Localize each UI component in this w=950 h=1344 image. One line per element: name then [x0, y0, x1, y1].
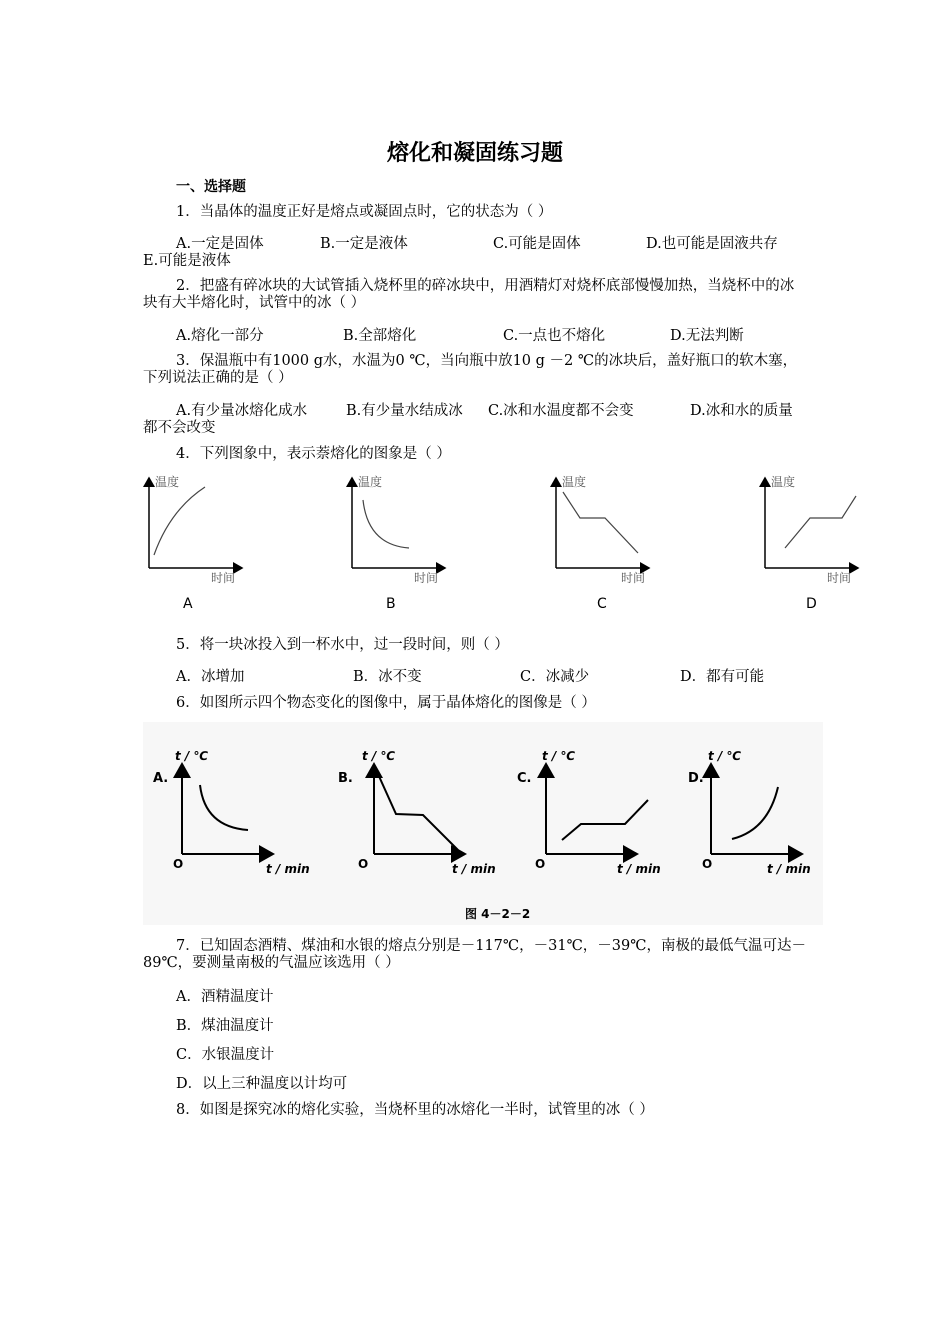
q6-xlabel-b: t / min	[452, 862, 496, 876]
q6-origin-b: O	[358, 857, 369, 871]
q4-ylabel-b: 温度	[358, 475, 383, 489]
q3-option-d: D.冰和水的质量	[690, 403, 793, 419]
q4-label-b: B	[386, 596, 396, 612]
q4-curve-c	[563, 492, 638, 553]
q2-option-d: D.无法判断	[670, 328, 744, 344]
q6-graph-d	[688, 749, 811, 876]
q7-option-d: D．以上三种温度以计均可	[176, 1076, 348, 1092]
q4-curve-d	[785, 496, 856, 548]
q6-label-a: A.	[153, 771, 169, 786]
q6-ylabel-a: t / ℃	[175, 749, 209, 763]
q4-ylabel-c: 温度	[562, 475, 587, 489]
question-8-stem: 8．如图是探究冰的熔化实验，当烧杯里的冰熔化一半时，试管里的冰（ ）	[176, 1102, 654, 1118]
q6-graph-a	[153, 749, 310, 876]
question-7-stem: 7．已知固态酒精、煤油和水银的熔点分别是－117℃，－31℃，－39℃，南极的最低气温可达－89℃，要测量南极的气温应该选用（ ）	[143, 938, 806, 971]
q3-option-a: A.有少量冰熔化成水	[176, 403, 308, 419]
q6-label-b: B.	[338, 771, 353, 786]
q4-ylabel-d: 温度	[771, 475, 796, 489]
q4-xlabel-d: 时间	[827, 571, 852, 585]
q6-origin-d: O	[702, 857, 713, 871]
q5-option-b: B．冰不变	[353, 669, 422, 685]
q6-figure	[143, 722, 823, 925]
q7-option-c: C．水银温度计	[176, 1047, 275, 1063]
q3-option-c: C.冰和水温度都不会变	[488, 403, 634, 419]
q2-option-c: C.一点也不熔化	[503, 328, 606, 344]
q2-option-a: A.熔化一部分	[176, 328, 264, 344]
q5-option-a: A．冰增加	[176, 669, 245, 685]
q1-option-b: B.一定是液体	[320, 236, 408, 252]
q4-label-d: D	[806, 596, 817, 612]
q6-caption: 图 4－2－2	[465, 907, 531, 921]
q4-graph-d	[765, 474, 858, 612]
q6-curve-c	[562, 800, 648, 840]
q6-origin-a: O	[173, 857, 184, 871]
q6-graphs	[143, 722, 823, 925]
q6-label-c: C.	[517, 771, 532, 786]
q4-ylabel-a: 温度	[155, 475, 180, 489]
q6-curve-b	[378, 774, 458, 850]
q6-ylabel-b: t / ℃	[362, 749, 396, 763]
q5-option-c: C．冰减少	[520, 669, 590, 685]
q7-option-b: B．煤油温度计	[176, 1018, 274, 1034]
q6-graph-c	[517, 749, 661, 876]
question-6-stem: 6．如图所示四个物态变化的图像中，属于晶体熔化的图像是（ ）	[176, 695, 596, 711]
q6-xlabel-a: t / min	[266, 862, 310, 876]
q3-option-b: B.有少量水结成冰	[346, 403, 463, 419]
q4-label-c: C	[597, 596, 607, 612]
q4-xlabel-c: 时间	[621, 571, 646, 585]
question-2-stem: 2．把盛有碎冰块的大试管插入烧杯里的碎冰块中，用酒精灯对烧杯底部慢慢加热，当烧杯中的冰块有大半熔化时，试管中的冰（ ）	[143, 278, 795, 311]
q6-origin-c: O	[535, 857, 546, 871]
q5-option-d: D．都有可能	[680, 669, 765, 685]
question-3-stem: 3．保温瓶中有1000 g水，水温为0 ℃，当向瓶中放10 g －2 ℃的冰块后，盖好瓶口的软木塞，下列说法正确的是（ ）	[143, 353, 798, 386]
q6-ylabel-c: t / ℃	[542, 749, 576, 763]
q6-graph-b	[338, 749, 496, 876]
q4-curve-b	[363, 500, 409, 548]
q6-curve-a	[200, 785, 248, 830]
question-4-stem: 4．下列图象中，表示萘熔化的图象是（ ）	[176, 446, 451, 462]
q4-label-a: A	[183, 596, 193, 612]
q3-option-d-cont: 都不会改变	[143, 420, 216, 436]
q1-option-e: E.可能是液体	[143, 253, 231, 269]
page-title: 熔化和凝固练习题	[386, 141, 563, 166]
q1-option-a: A.一定是固体	[176, 236, 264, 252]
q6-curve-d	[732, 787, 778, 839]
q4-graph-c	[556, 474, 649, 612]
question-5-stem: 5．将一块冰投入到一杯水中，过一段时间，则（ ）	[176, 637, 509, 653]
q4-graph-a	[149, 474, 242, 612]
q4-graph-b	[352, 474, 445, 612]
q1-option-d: D.也可能是固液共存	[646, 236, 778, 252]
q4-graphs	[130, 470, 870, 615]
q2-option-b: B.全部熔化	[343, 328, 417, 344]
q4-curve-a	[154, 487, 205, 555]
q6-label-d: D.	[688, 771, 704, 786]
q6-xlabel-c: t / min	[617, 862, 661, 876]
question-1-stem: 1．当晶体的温度正好是熔点或凝固点时，它的状态为（ ）	[176, 204, 553, 220]
q6-ylabel-d: t / ℃	[708, 749, 742, 763]
q4-xlabel-b: 时间	[414, 571, 439, 585]
q4-xlabel-a: 时间	[211, 571, 236, 585]
section-heading: 一、选择题	[176, 179, 246, 195]
q6-xlabel-d: t / min	[767, 862, 811, 876]
q7-option-a: A．酒精温度计	[176, 989, 274, 1005]
q1-option-c: C.可能是固体	[493, 236, 581, 252]
